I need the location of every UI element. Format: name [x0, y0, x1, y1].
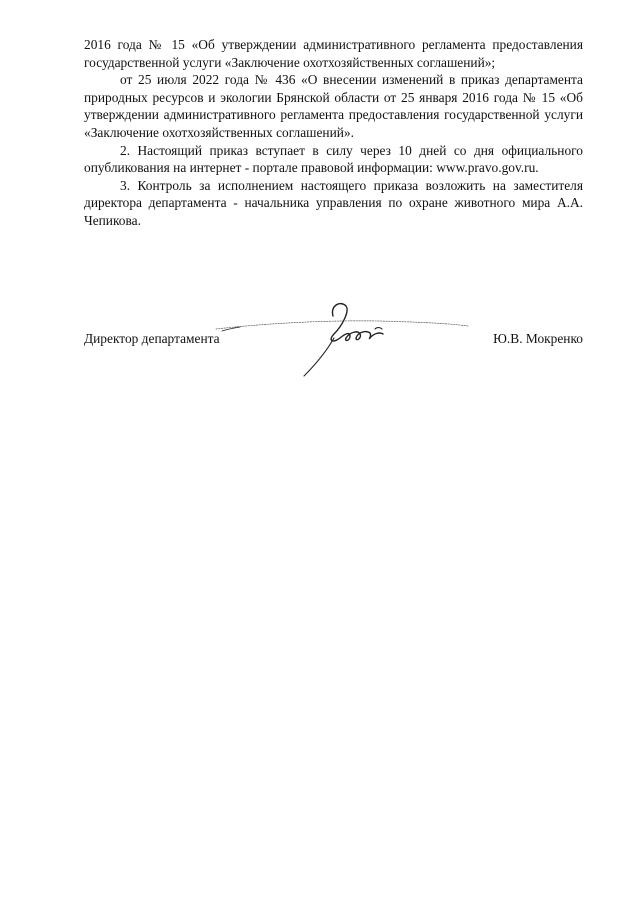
paragraph-control: 3. Контроль за исполнением настоящего приказа возложить на заместителя директора департамента - начальника управления по охране животного мира А.А. Чепикова. [84, 177, 583, 228]
paragraph-regulation-continuation: 2016 года № 15 «Об утверждении административного регламента предоставления государственной услуги «Заключение охотхозяйственных соглашений»; [84, 37, 583, 70]
document-body [84, 36, 583, 230]
paragraph-effective-date: 2. Настоящий приказ вступает в силу через 10 дней со дня официального опубликования на интернет - портале правовой информации: www.pravo.gov.ru. [84, 142, 583, 176]
paragraph-amendment-order: от 25 июля 2022 года № 436 «О внесении изменений в приказ департамента природных ресурсов и экологии Брянской области от 25 января 2016 года № 15 «Об утверждении административного регламента предоставления государственной услуги «Заключение охотхозяйственных соглашений». [84, 72, 583, 140]
signature-block [84, 330, 583, 354]
signatory-title: Директор департамента [84, 331, 220, 346]
signatory-name: Ю.В. Мокренко [493, 331, 583, 346]
